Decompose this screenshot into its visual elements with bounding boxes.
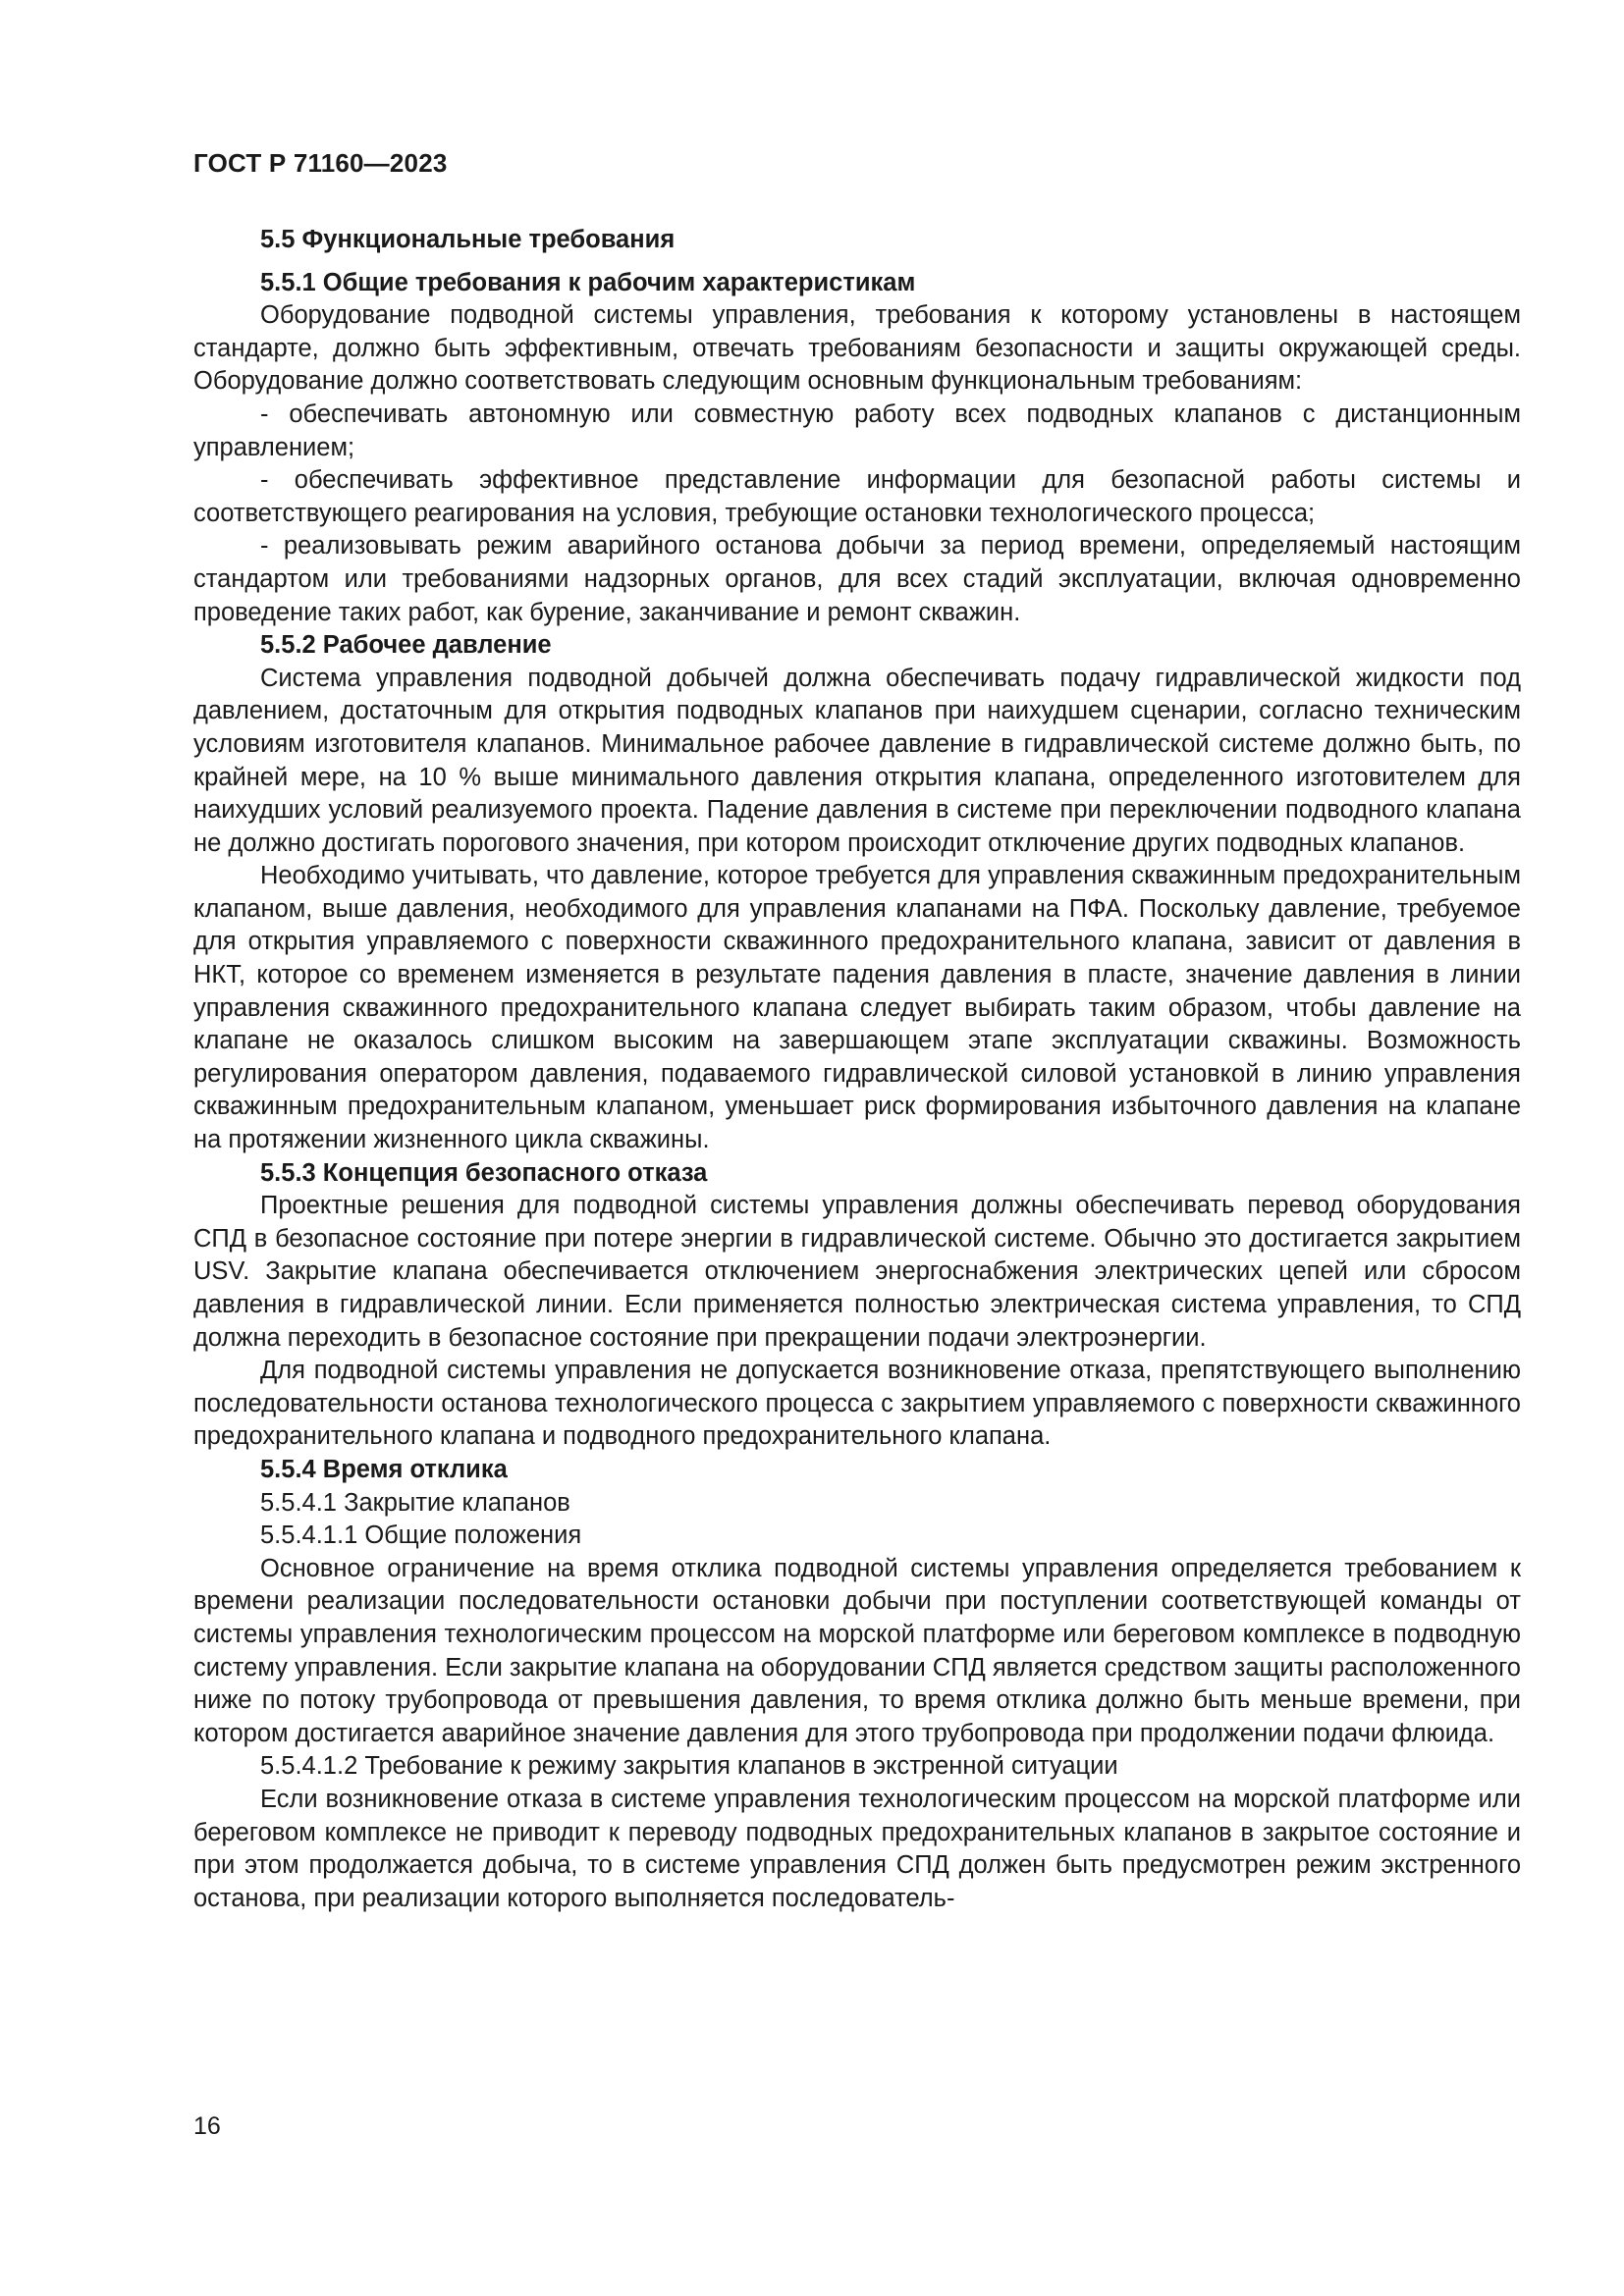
clause-heading: 5.5.4.1 Закрытие клапанов xyxy=(260,1488,570,1517)
section-heading: 5.5 Функциональные требования xyxy=(260,226,676,253)
clause-heading: 5.5.4.1.2 Требование к режиму закрытия клапанов в экстренной ситуации xyxy=(260,1752,1118,1781)
paragraph: Основное ограничение на время отклика подводной системы управления определяется требованием к времени реализации последовательности остановки добычи при поступлении соответствующей команды от системы управления технологическим процессом на морской платформе или береговом комплексе в подводную систему управления. Если закрытие клапана на оборудовании СПД является средством защиты расположенного ниже по потоку трубопровода от превышения давления, то время отклика должно быть меньше времени, при котором достигается аварийное значение давления для этого трубопровода при продолжении подачи флюида. xyxy=(193,1554,1521,1747)
list-item: - обеспечивать эффективное представление информации для безопасной работы системы и соответствующего реагирования на условия, требующие остановки технологического процесса; xyxy=(193,466,1521,527)
subsection-heading: 5.5.4 Время отклика xyxy=(260,1455,508,1483)
list-item: - обеспечивать автономную или совместную работу всех подводных клапанов с дистанционным управлением; xyxy=(193,400,1521,461)
list-item: - реализовывать режим аварийного останова добычи за период времени, определяемый настоящим стандартом или требованиями надзорных органов, для всех стадий эксплуатации, включая одновременно проведение таких работ, как бурение, заканчивание и ремонт скважин. xyxy=(193,532,1521,626)
document-body xyxy=(193,224,1521,1915)
paragraph: Необходимо учитывать, что давление, которое требуется для управления скважинным предохранительным клапаном, выше давления, необходимого для управления клапанами на ПФА. Поскольку давление, требуемое для открытия управляемого с поверхности скважинного предохранительного клапана, зависит от давления в НКТ, которое со временем изменяется в результате падения давления в пласте, значение давления в линии управления скважинного предохранительного клапана следует выбирать таким образом, чтобы давление на клапане не оказалось слишком высоким на завершающем этапе эксплуатации скважины. Возможность регулирования оператором давления, подаваемого гидравлической силовой установкой в линию управления скважинным предохранительным клапаном, уменьшает риск формирования избыточного давления на клапане на протяжении жизненного цикла скважины. xyxy=(193,862,1521,1154)
page-number: 16 xyxy=(193,2112,221,2140)
clause-heading: 5.5.4.1.1 Общие положения xyxy=(260,1522,582,1550)
subsection-heading: 5.5.2 Рабочее давление xyxy=(260,631,552,660)
subsection-heading: 5.5.3 Концепция безопасного отказа xyxy=(260,1158,708,1187)
paragraph: Если возникновение отказа в системе управления технологическим процессом на морской платформе или береговом комплексе не приводит к переводу подводных предохранительных клапанов в закрытое состояние и при этом продолжается добыча, то в системе управления СПД должен быть предусмотрен режим экстренного останова, при реализации которого выполняется последователь- xyxy=(193,1785,1521,1912)
document-code: ГОСТ Р 71160—2023 xyxy=(193,148,448,178)
paragraph: Система управления подводной добычей должна обеспечивать подачу гидравлической жидкости под давлением, достаточным для открытия подводных клапанов при наихудшем сценарии, согласно техническим условиям изготовителя клапанов. Минимальное рабочее давление в гидравлической системе должно быть, по крайней мере, на 10 % выше минимального давления открытия клапана, определенного изготовителем для наихудших условий реализуемого проекта. Падение давления в системе при переключении подводного клапана не должно достигать порогового значения, при котором происходит отключение других подводных клапанов. xyxy=(193,664,1521,857)
paragraph: Проектные решения для подводной системы управления должны обеспечивать перевод оборудования СПД в безопасное состояние при потере энергии в гидравлической системе. Обычно это достигается закрытием USV. Закрытие клапана обеспечивается отключением энергоснабжения электрических цепей или сбросом давления в гидравлической линии. Если применяется полностью электрическая система управления, то СПД должна переходить в безопасное состояние при прекращении подачи электроэнергии. xyxy=(193,1192,1521,1352)
subsection-heading: 5.5.1 Общие требования к рабочим характеристикам xyxy=(260,268,916,296)
paragraph: Оборудование подводной системы управления, требования к которому установлены в настоящем стандарте, должно быть эффективным, отвечать требованиям безопасности и защиты окружающей среды. Оборудование должно соответствовать следующим основным функциональным требованиям: xyxy=(193,301,1521,396)
paragraph: Для подводной системы управления не допускается возникновение отказа, препятствующего выполнению последовательности останова технологического процесса с закрытием управляемого с поверхности скважинного предохранительного клапана и подводного предохранительного клапана. xyxy=(193,1357,1521,1451)
